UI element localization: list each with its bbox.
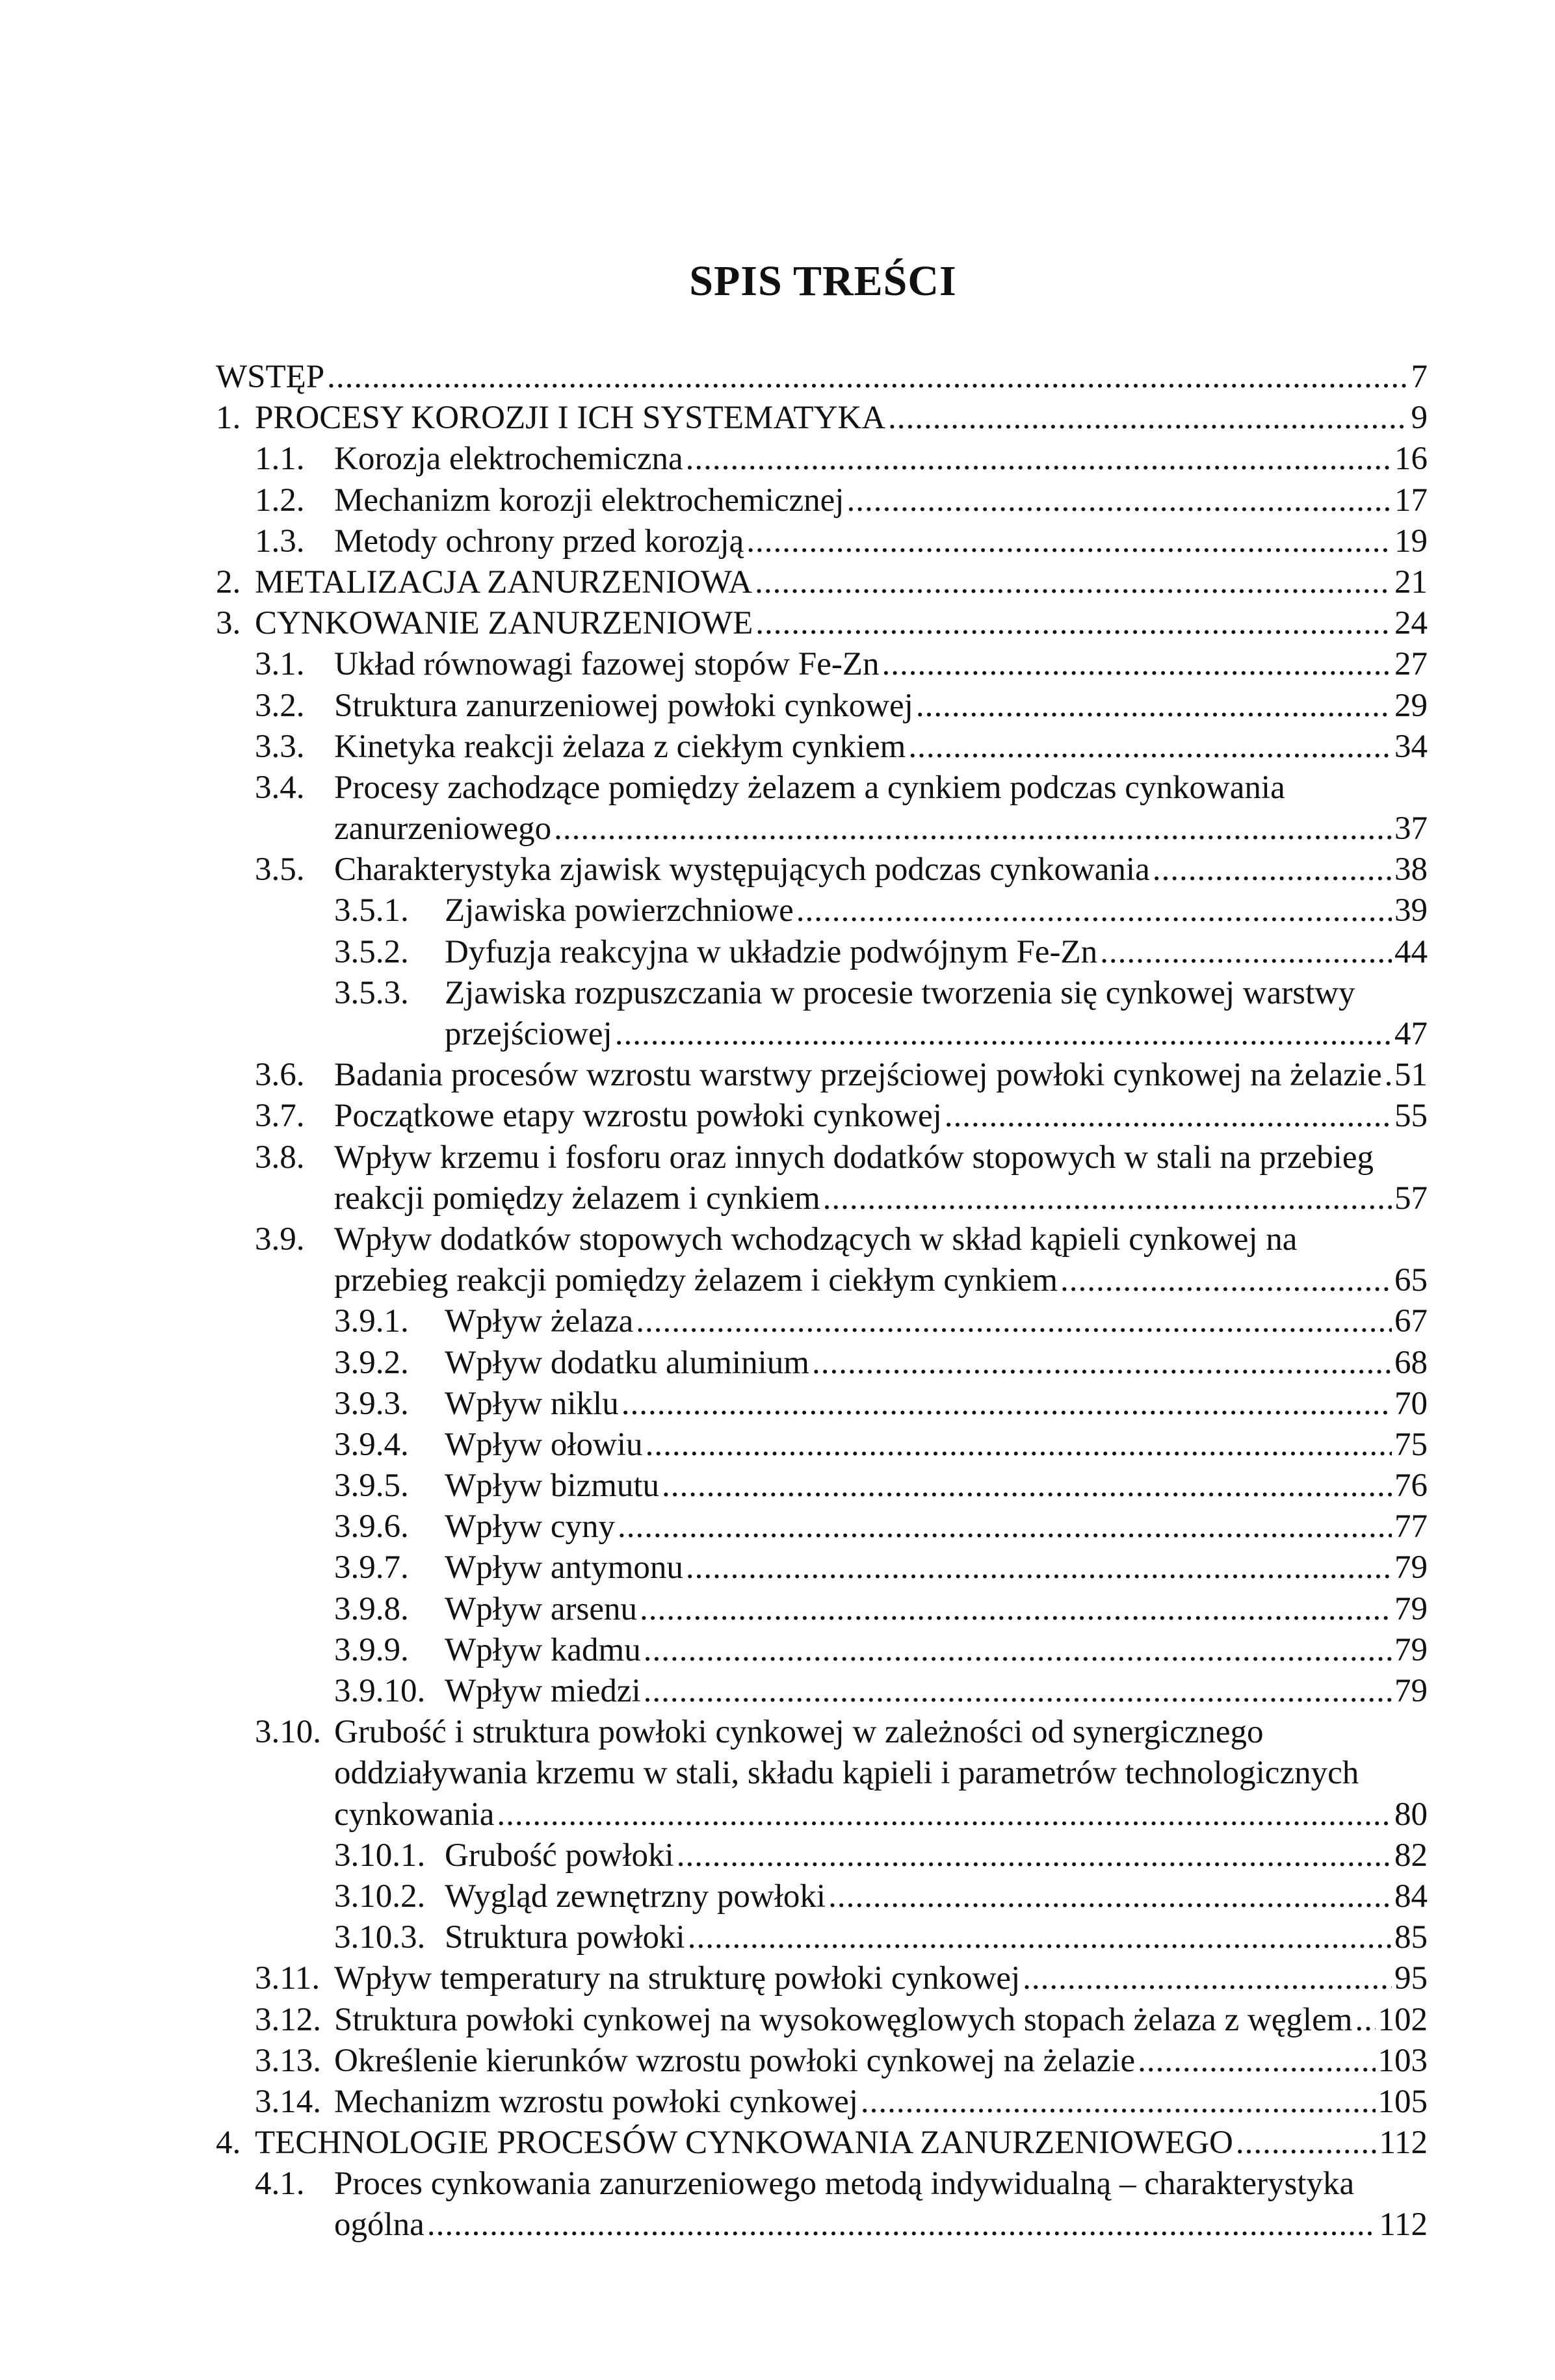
section-title: PROCESY KOROZJI I ICH SYSTEMATYKA <box>255 400 886 437</box>
dot-leader <box>828 1876 1392 1917</box>
dot-leader <box>916 686 1392 727</box>
page-number: 34 <box>1394 728 1428 765</box>
page-number: 79 <box>1394 1549 1428 1586</box>
page-number: 76 <box>1394 1468 1428 1505</box>
toc-entry <box>216 1917 1428 1958</box>
toc-line <box>216 890 1428 931</box>
page-number: 112 <box>1379 2125 1428 2162</box>
section-title: Układ równowagi fazowej stopów Fe-Zn <box>334 646 880 683</box>
dot-leader <box>1355 2000 1375 2041</box>
toc-entry <box>216 603 1428 644</box>
section-title: Wpływ ołowiu <box>445 1426 643 1463</box>
toc-line <box>216 480 1428 521</box>
toc-line <box>216 1301 1428 1342</box>
dot-leader <box>662 1466 1392 1507</box>
dot-leader <box>1385 1055 1392 1096</box>
toc-line <box>216 357 1428 398</box>
toc-line <box>216 1835 1428 1876</box>
dot-leader <box>846 480 1392 521</box>
page-number: 85 <box>1394 1919 1428 1956</box>
section-title: Określenie kierunków wzrostu powłoki cynkowej na żelazie <box>334 2042 1136 2079</box>
section-number: 3.1. <box>255 646 305 683</box>
page-number: 70 <box>1394 1385 1428 1422</box>
dot-leader <box>1236 2123 1377 2164</box>
dot-leader <box>755 603 1392 644</box>
section-title: Wpływ dodatku aluminium <box>445 1344 809 1381</box>
toc-line <box>216 686 1428 727</box>
section-title: Metody ochrony przed korozją <box>334 523 744 560</box>
page-number: 37 <box>1394 810 1428 847</box>
section-title: METALIZACJA ZANURZENIOWA <box>255 563 753 601</box>
section-number: 3.6. <box>255 1057 305 1094</box>
dot-leader <box>686 439 1392 480</box>
section-title: Wpływ kadmu <box>445 1631 641 1668</box>
section-title: Struktura powłoki <box>445 1919 685 1956</box>
toc-line <box>216 1384 1428 1425</box>
dot-leader <box>1060 1260 1392 1301</box>
section-title: Zjawiska powierzchniowe <box>445 892 794 929</box>
section-number: 3.11. <box>255 1960 320 1997</box>
section-title: Kinetyka reakcji żelaza z ciekłym cynkiem <box>334 728 906 765</box>
dot-leader <box>615 1014 1392 1055</box>
section-number: 3.4. <box>255 769 305 806</box>
dot-leader <box>861 2082 1376 2123</box>
page-number: 39 <box>1394 892 1428 929</box>
toc-line <box>216 1178 1428 1219</box>
dot-leader <box>945 1096 1392 1137</box>
section-number: 3.9.7. <box>334 1549 409 1586</box>
toc-line <box>216 2041 1428 2082</box>
toc-line <box>216 768 1428 808</box>
section-number: 3.8. <box>255 1139 305 1176</box>
section-number: 3.13. <box>255 2042 321 2079</box>
section-number: 1.1. <box>255 441 305 478</box>
section-title: Początkowe etapy wzrostu powłoki cynkowej <box>334 1098 942 1135</box>
dot-leader <box>644 1630 1392 1671</box>
section-number: 3.3. <box>255 728 305 765</box>
section-number: 3.5.3. <box>334 974 409 1011</box>
section-number: 3.5.2. <box>334 933 409 970</box>
section-title: przejściowej <box>445 1016 612 1052</box>
page-number: 55 <box>1394 1098 1428 1135</box>
page-number: 77 <box>1394 1508 1428 1546</box>
toc-line <box>216 1547 1428 1588</box>
page-number: 27 <box>1394 646 1428 683</box>
dot-leader <box>908 727 1392 768</box>
toc-entry <box>216 1507 1428 1547</box>
page-number: 29 <box>1394 687 1428 724</box>
page-number: 102 <box>1378 2001 1428 2038</box>
dot-leader <box>646 1425 1392 1466</box>
section-title: Procesy zachodzące pomiędzy żelazem a cynkiem podczas cynkowania <box>334 769 1285 806</box>
dot-leader <box>554 808 1392 849</box>
table-of-contents <box>216 357 1428 2246</box>
section-title: Wpływ arsenu <box>445 1590 637 1627</box>
dot-leader <box>618 1507 1392 1547</box>
section-title: Grubość i struktura powłoki cynkowej w zależności od synergicznego <box>334 1714 1264 1751</box>
toc-line <box>216 2123 1428 2164</box>
section-title: Zjawiska rozpuszczania w procesie tworzenia się cynkowej warstwy <box>445 974 1355 1011</box>
dot-leader <box>812 1343 1392 1384</box>
toc-line <box>216 1589 1428 1630</box>
section-title: Mechanizm korozji elektrochemicznej <box>334 482 844 519</box>
page-number: 17 <box>1394 482 1428 519</box>
section-title: Wpływ antymonu <box>445 1549 683 1586</box>
toc-entry <box>216 1876 1428 1917</box>
toc-line <box>216 644 1428 685</box>
section-number: 3.10.2. <box>334 1878 426 1915</box>
section-title: Wpływ niklu <box>445 1385 619 1422</box>
toc-entry <box>216 973 1428 1055</box>
page-number: 67 <box>1394 1303 1428 1340</box>
toc-line <box>216 1671 1428 1712</box>
dot-leader <box>1100 932 1392 973</box>
page-number: 19 <box>1394 523 1428 560</box>
section-number: 3.9.8. <box>334 1590 409 1627</box>
toc-entry <box>216 686 1428 727</box>
page-number: 9 <box>1411 400 1428 437</box>
dot-leader <box>644 1671 1392 1712</box>
toc-entry <box>216 1630 1428 1671</box>
toc-line <box>216 562 1428 603</box>
toc-entry <box>216 1589 1428 1630</box>
section-number: 3.9.9. <box>334 1631 409 1668</box>
section-title: Wpływ dodatków stopowych wchodzących w skład kąpieli cynkowej na <box>334 1221 1298 1258</box>
section-title: reakcji pomiędzy żelazem i cynkiem <box>334 1180 820 1217</box>
section-title: ogólna <box>334 2206 425 2244</box>
toc-line <box>216 1055 1428 1096</box>
toc-entry <box>216 439 1428 480</box>
section-number: 3.5. <box>255 851 305 888</box>
toc-line <box>216 1753 1428 1794</box>
page-number: 16 <box>1394 441 1428 478</box>
section-number: 3. <box>216 605 241 642</box>
dot-leader <box>755 562 1392 603</box>
section-number: 1.3. <box>255 523 305 560</box>
toc-entry <box>216 2000 1428 2041</box>
page-number: 112 <box>1379 2206 1428 2244</box>
toc-line <box>216 1876 1428 1917</box>
section-number: 3.7. <box>255 1098 305 1135</box>
toc-entry <box>216 1384 1428 1425</box>
section-number: 3.9.3. <box>334 1385 409 1422</box>
dot-leader <box>497 1794 1392 1835</box>
section-number: 3.14. <box>255 2083 321 2120</box>
toc-entry <box>216 932 1428 973</box>
section-number: 3.9.4. <box>334 1426 409 1463</box>
toc-line <box>216 521 1428 562</box>
section-number: 3.9.1. <box>334 1303 409 1340</box>
toc-line <box>216 1219 1428 1260</box>
section-title: Proces cynkowania zanurzeniowego metodą indywidualną – charakterystyka <box>334 2166 1355 2203</box>
section-number: 3.10.3. <box>334 1919 426 1956</box>
toc-entry <box>216 2082 1428 2123</box>
toc-line <box>216 398 1428 439</box>
page-number: 84 <box>1394 1878 1428 1915</box>
page-number: 38 <box>1394 851 1428 888</box>
toc-entry <box>216 357 1428 398</box>
section-title: WSTĘP <box>216 359 325 395</box>
toc-entry <box>216 1343 1428 1384</box>
toc-entry <box>216 1301 1428 1342</box>
section-number: 2. <box>216 563 241 601</box>
section-number: 1. <box>216 400 241 437</box>
toc-entry <box>216 2041 1428 2082</box>
page-number: 68 <box>1394 1344 1428 1381</box>
toc-entry <box>216 562 1428 603</box>
toc-line <box>216 808 1428 849</box>
section-number: 3.10. <box>255 1714 321 1751</box>
dot-leader <box>640 1589 1392 1630</box>
dot-leader <box>427 2205 1377 2245</box>
toc-entry <box>216 644 1428 685</box>
page-number: 79 <box>1394 1590 1428 1627</box>
toc-line <box>216 603 1428 644</box>
page-number: 75 <box>1394 1426 1428 1463</box>
toc-entry <box>216 1055 1428 1096</box>
dot-leader <box>888 398 1408 439</box>
section-title: Wpływ krzemu i fosforu oraz innych dodatków stopowych w stali na przebieg <box>334 1139 1374 1176</box>
toc-line <box>216 1630 1428 1671</box>
toc-entry <box>216 1958 1428 1999</box>
toc-entry <box>216 521 1428 562</box>
toc-entry <box>216 849 1428 890</box>
dot-leader <box>1023 1958 1392 1999</box>
toc-entry <box>216 1425 1428 1466</box>
toc-entry <box>216 1671 1428 1712</box>
toc-line <box>216 1794 1428 1835</box>
section-number: 3.9.2. <box>334 1344 409 1381</box>
toc-line <box>216 439 1428 480</box>
toc-entry <box>216 1712 1428 1835</box>
toc-entry <box>216 890 1428 931</box>
toc-line <box>216 1425 1428 1466</box>
page-number: 79 <box>1394 1673 1428 1709</box>
section-title: oddziaływania krzemu w stali, składu kąpieli i parametrów technologicznych <box>334 1755 1359 1792</box>
section-title: zanurzeniowego <box>334 810 552 847</box>
section-title: CYNKOWANIE ZANURZENIOWE <box>255 605 753 642</box>
page-number: 7 <box>1411 359 1428 395</box>
toc-line <box>216 1958 1428 1999</box>
page-number: 21 <box>1394 563 1428 601</box>
section-title: Dyfuzja reakcyjna w układzie podwójnym Fe-Zn <box>445 933 1098 970</box>
page-number: 79 <box>1394 1631 1428 1668</box>
section-number: 3.5.1. <box>334 892 409 929</box>
section-title: Mechanizm wzrostu powłoki cynkowej <box>334 2083 858 2120</box>
section-number: 3.9. <box>255 1221 305 1258</box>
toc-line <box>216 2082 1428 2123</box>
toc-entry <box>216 1835 1428 1876</box>
section-title: przebieg reakcji pomiędzy żelazem i ciekłym cynkiem <box>334 1262 1058 1299</box>
toc-entry <box>216 480 1428 521</box>
section-number: 3.10.1. <box>334 1837 426 1874</box>
page-number: 51 <box>1394 1057 1428 1094</box>
toc-line <box>216 1507 1428 1547</box>
page-number: 44 <box>1394 933 1428 970</box>
section-title: Wpływ cyny <box>445 1508 616 1546</box>
section-title: TECHNOLOGIE PROCESÓW CYNKOWANIA ZANURZENIOWEGO <box>255 2125 1233 2162</box>
page-number: 57 <box>1394 1180 1428 1217</box>
dot-leader <box>686 1547 1392 1588</box>
toc-line <box>216 1014 1428 1055</box>
dot-leader <box>823 1178 1392 1219</box>
toc-entry <box>216 2123 1428 2164</box>
toc-line <box>216 1260 1428 1301</box>
toc-entry <box>216 2164 1428 2245</box>
page-number: 105 <box>1378 2083 1428 2120</box>
toc-line <box>216 1096 1428 1137</box>
dot-leader <box>882 644 1392 685</box>
section-number: 3.9.10. <box>334 1673 426 1709</box>
toc-line <box>216 2000 1428 2041</box>
section-title: Wygląd zewnętrzny powłoki <box>445 1878 826 1915</box>
toc-line <box>216 2205 1428 2245</box>
page-number: 103 <box>1378 2042 1428 2079</box>
toc-line <box>216 973 1428 1014</box>
page-number: 65 <box>1394 1262 1428 1299</box>
dot-leader <box>746 521 1392 562</box>
toc-line <box>216 1343 1428 1384</box>
dot-leader <box>677 1835 1392 1876</box>
toc-line <box>216 727 1428 768</box>
toc-line <box>216 1712 1428 1753</box>
dot-leader <box>636 1301 1392 1342</box>
page-number: 47 <box>1394 1016 1428 1052</box>
toc-entry <box>216 1219 1428 1301</box>
toc-line <box>216 1917 1428 1958</box>
page-number: 24 <box>1394 605 1428 642</box>
section-title: Charakterystyka zjawisk występujących podczas cynkowania <box>334 851 1150 888</box>
dot-leader <box>1153 849 1392 890</box>
section-title: Badania procesów wzrostu warstwy przejściowej powłoki cynkowej na żelazie <box>334 1057 1382 1094</box>
page-number: 82 <box>1394 1837 1428 1874</box>
toc-entry <box>216 768 1428 849</box>
toc-line <box>216 1466 1428 1507</box>
toc-entry <box>216 1137 1428 1219</box>
toc-entry <box>216 1466 1428 1507</box>
section-title: Struktura zanurzeniowej powłoki cynkowej <box>334 687 913 724</box>
toc-entry <box>216 1096 1428 1137</box>
page-title: SPIS TREŚCI <box>689 257 957 305</box>
section-title: Wpływ bizmutu <box>445 1468 660 1505</box>
section-title: Wpływ temperatury na strukturę powłoki cynkowej <box>334 1960 1021 1997</box>
page-number: 95 <box>1394 1960 1428 1997</box>
toc-entry <box>216 727 1428 768</box>
section-title: Wpływ żelaza <box>445 1303 634 1340</box>
toc-line <box>216 1137 1428 1178</box>
section-title: Grubość powłoki <box>445 1837 674 1874</box>
section-title: cynkowania <box>334 1796 495 1833</box>
section-number: 1.2. <box>255 482 305 519</box>
section-number: 4. <box>216 2125 241 2162</box>
dot-leader <box>327 357 1408 398</box>
dot-leader <box>796 890 1392 931</box>
section-number: 4.1. <box>255 2166 305 2203</box>
section-number: 3.2. <box>255 687 305 724</box>
section-number: 3.9.6. <box>334 1508 409 1546</box>
toc-line <box>216 932 1428 973</box>
toc-entry <box>216 1547 1428 1588</box>
section-title: Korozja elektrochemiczna <box>334 441 683 478</box>
page-number: 80 <box>1394 1796 1428 1833</box>
dot-leader <box>621 1384 1392 1425</box>
section-number: 3.9.5. <box>334 1468 409 1505</box>
section-title: Struktura powłoki cynkowej na wysokowęglowych stopach żelaza z węglem <box>334 2001 1353 2038</box>
section-title: Wpływ miedzi <box>445 1673 641 1709</box>
section-number: 3.12. <box>255 2001 321 2038</box>
toc-line <box>216 2164 1428 2205</box>
toc-entry <box>216 398 1428 439</box>
dot-leader <box>1138 2041 1375 2082</box>
dot-leader <box>688 1917 1392 1958</box>
toc-line <box>216 849 1428 890</box>
